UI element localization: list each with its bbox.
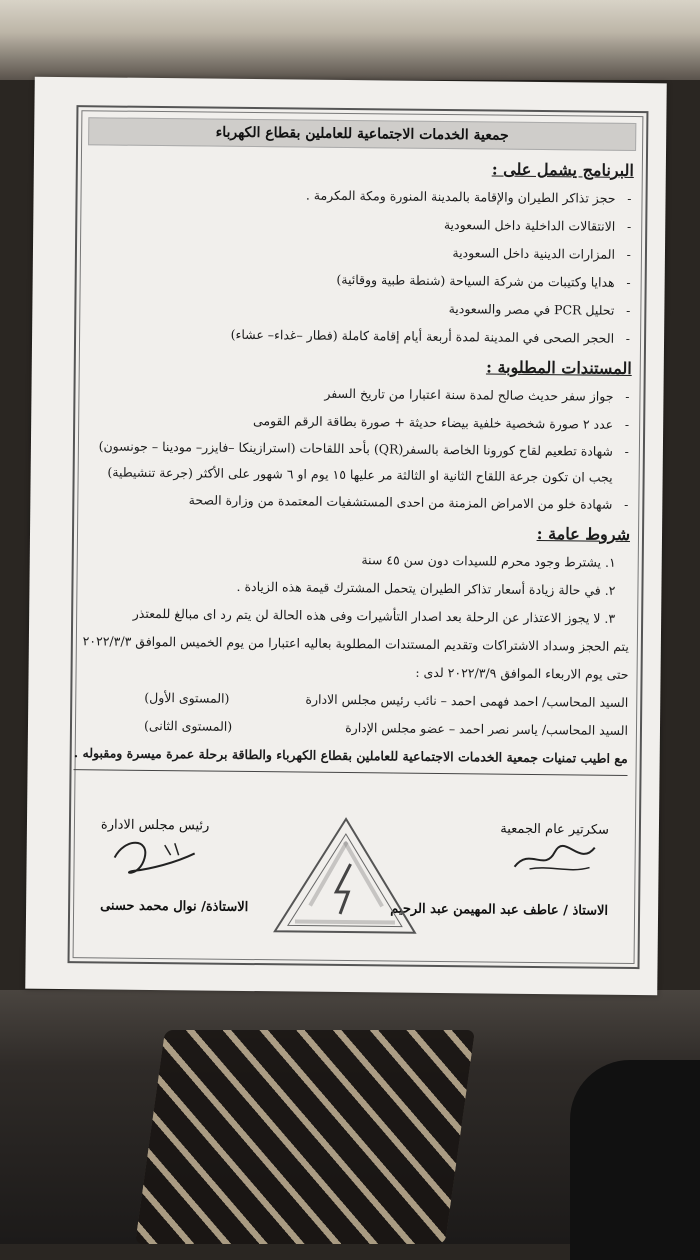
- chairman-name: الاستاذة/ نوال محمد حسنى: [100, 898, 249, 915]
- chairman-title: رئيس مجلس الادارة: [100, 817, 210, 834]
- document-header: جمعية الخدمات الاجتماعية للعاملين بقطاع الكهرباء: [88, 117, 636, 151]
- condition-item: ٣. لا يجوز الاعتذار عن الرحلة بعد اصدار التأشيرات وفى هذه الحالة لن يتم رد اى مبالغ للمعتذر: [132, 605, 616, 626]
- contact-name: السيد المحاسب/ ياسر نصر احمد – عضو مجلس الإدارة: [345, 720, 629, 738]
- condition-item: ١. يشترط وجود محرم للسيدات دون سن ٤٥ سنة: [361, 552, 616, 570]
- document-paper: [25, 77, 667, 996]
- program-item: - الحجر الصحى في المدينة لمدة أربعة أيام إقامة كاملة (فطار –غداء– عشاء): [88, 319, 632, 353]
- program-item: - الانتقالات الداخلية داخل السعودية: [89, 207, 633, 241]
- secretary-signature: [509, 837, 599, 878]
- secretary-title: سكرتير عام الجمعية: [500, 821, 610, 838]
- dark-object: [570, 1060, 700, 1260]
- document-item: - شهادة خلو من الامراض المزمنة من احدى المستشفيات المعتمدة من وزارة الصحة: [86, 485, 630, 519]
- booking-line: حتى يوم الاربعاء الموافق ٢٠٢٢/٣/٩ لدى :: [415, 664, 629, 682]
- document-frame: [68, 105, 649, 969]
- secretary-block: [500, 822, 609, 882]
- contact-level: (المستوى الثانى): [143, 717, 233, 734]
- chairman-block: [100, 817, 209, 882]
- closing-line: مع اطيب تمنيات جمعية الخدمات الاجتماعية للعاملين بقطاع الكهرباء والطاقة برحلة عمرة ميسرة ومقبوله .: [74, 739, 628, 776]
- documents-title: المستندات المطلوبة :: [485, 357, 632, 378]
- program-title: البرنامج يشمل على :: [491, 159, 634, 180]
- secretary-name: الاستاذ / عاطف عبد المهيمن عبد الرحيم: [390, 901, 609, 919]
- fabric-object: [135, 1030, 475, 1244]
- chairman-signature: [105, 832, 205, 878]
- conditions-title: شروط عامة :: [536, 523, 631, 544]
- association-stamp: [270, 813, 421, 940]
- background-wall: [0, 0, 700, 80]
- document-body: [73, 149, 634, 776]
- program-item: - تحليل PCR في مصر والسعودية: [88, 291, 632, 325]
- contact-level: (المستوى الأول): [144, 689, 230, 706]
- signature-area: [80, 811, 629, 957]
- program-item: - حجز تذاكر الطيران والإقامة بالمدينة المنورة ومكة المكرمة .: [89, 179, 633, 213]
- program-item: - هدايا وكتيبات من شركة السياحة (شنطة طبية ووقائية): [89, 263, 633, 297]
- program-item: - المزارات الدينية داخل السعودية: [89, 235, 633, 269]
- contact-name: السيد المحاسب/ احمد فهمى احمد – نائب رئيس مجلس الادارة: [305, 691, 629, 710]
- condition-item: ٢. في حالة زيادة أسعار تذاكر الطيران يتحمل المشترك قيمة هذه الزيادة .: [236, 578, 616, 598]
- booking-line: يتم الحجز وسداد الاشتراكات وتقديم المستندات المطلوبة بعاليه اعتبارا من يوم الخميس الموافق ٢٠٢٢/٣/٣: [82, 633, 629, 654]
- document-item: - شهادة تطعيم لقاح كورونا الخاصة بالسفر(QR) بأحد اللقاحات (استرازينكا –فايزر– مودينا – جونسون) يجب ان تكون جرعة اللقاح الثانية او الثالثة مر عليها ١٥ يوم او ٦ شهور على الأكثر (جرعة تنشيطية): [87, 433, 632, 491]
- document-item: - جواز سفر حديث صالح لمدة سنة اعتبارا من تاريخ السفر: [87, 377, 631, 411]
- document-item: - عدد ٢ صورة شخصية خلفية بيضاء حديثة + صورة بطاقة الرقم القومى: [87, 405, 631, 439]
